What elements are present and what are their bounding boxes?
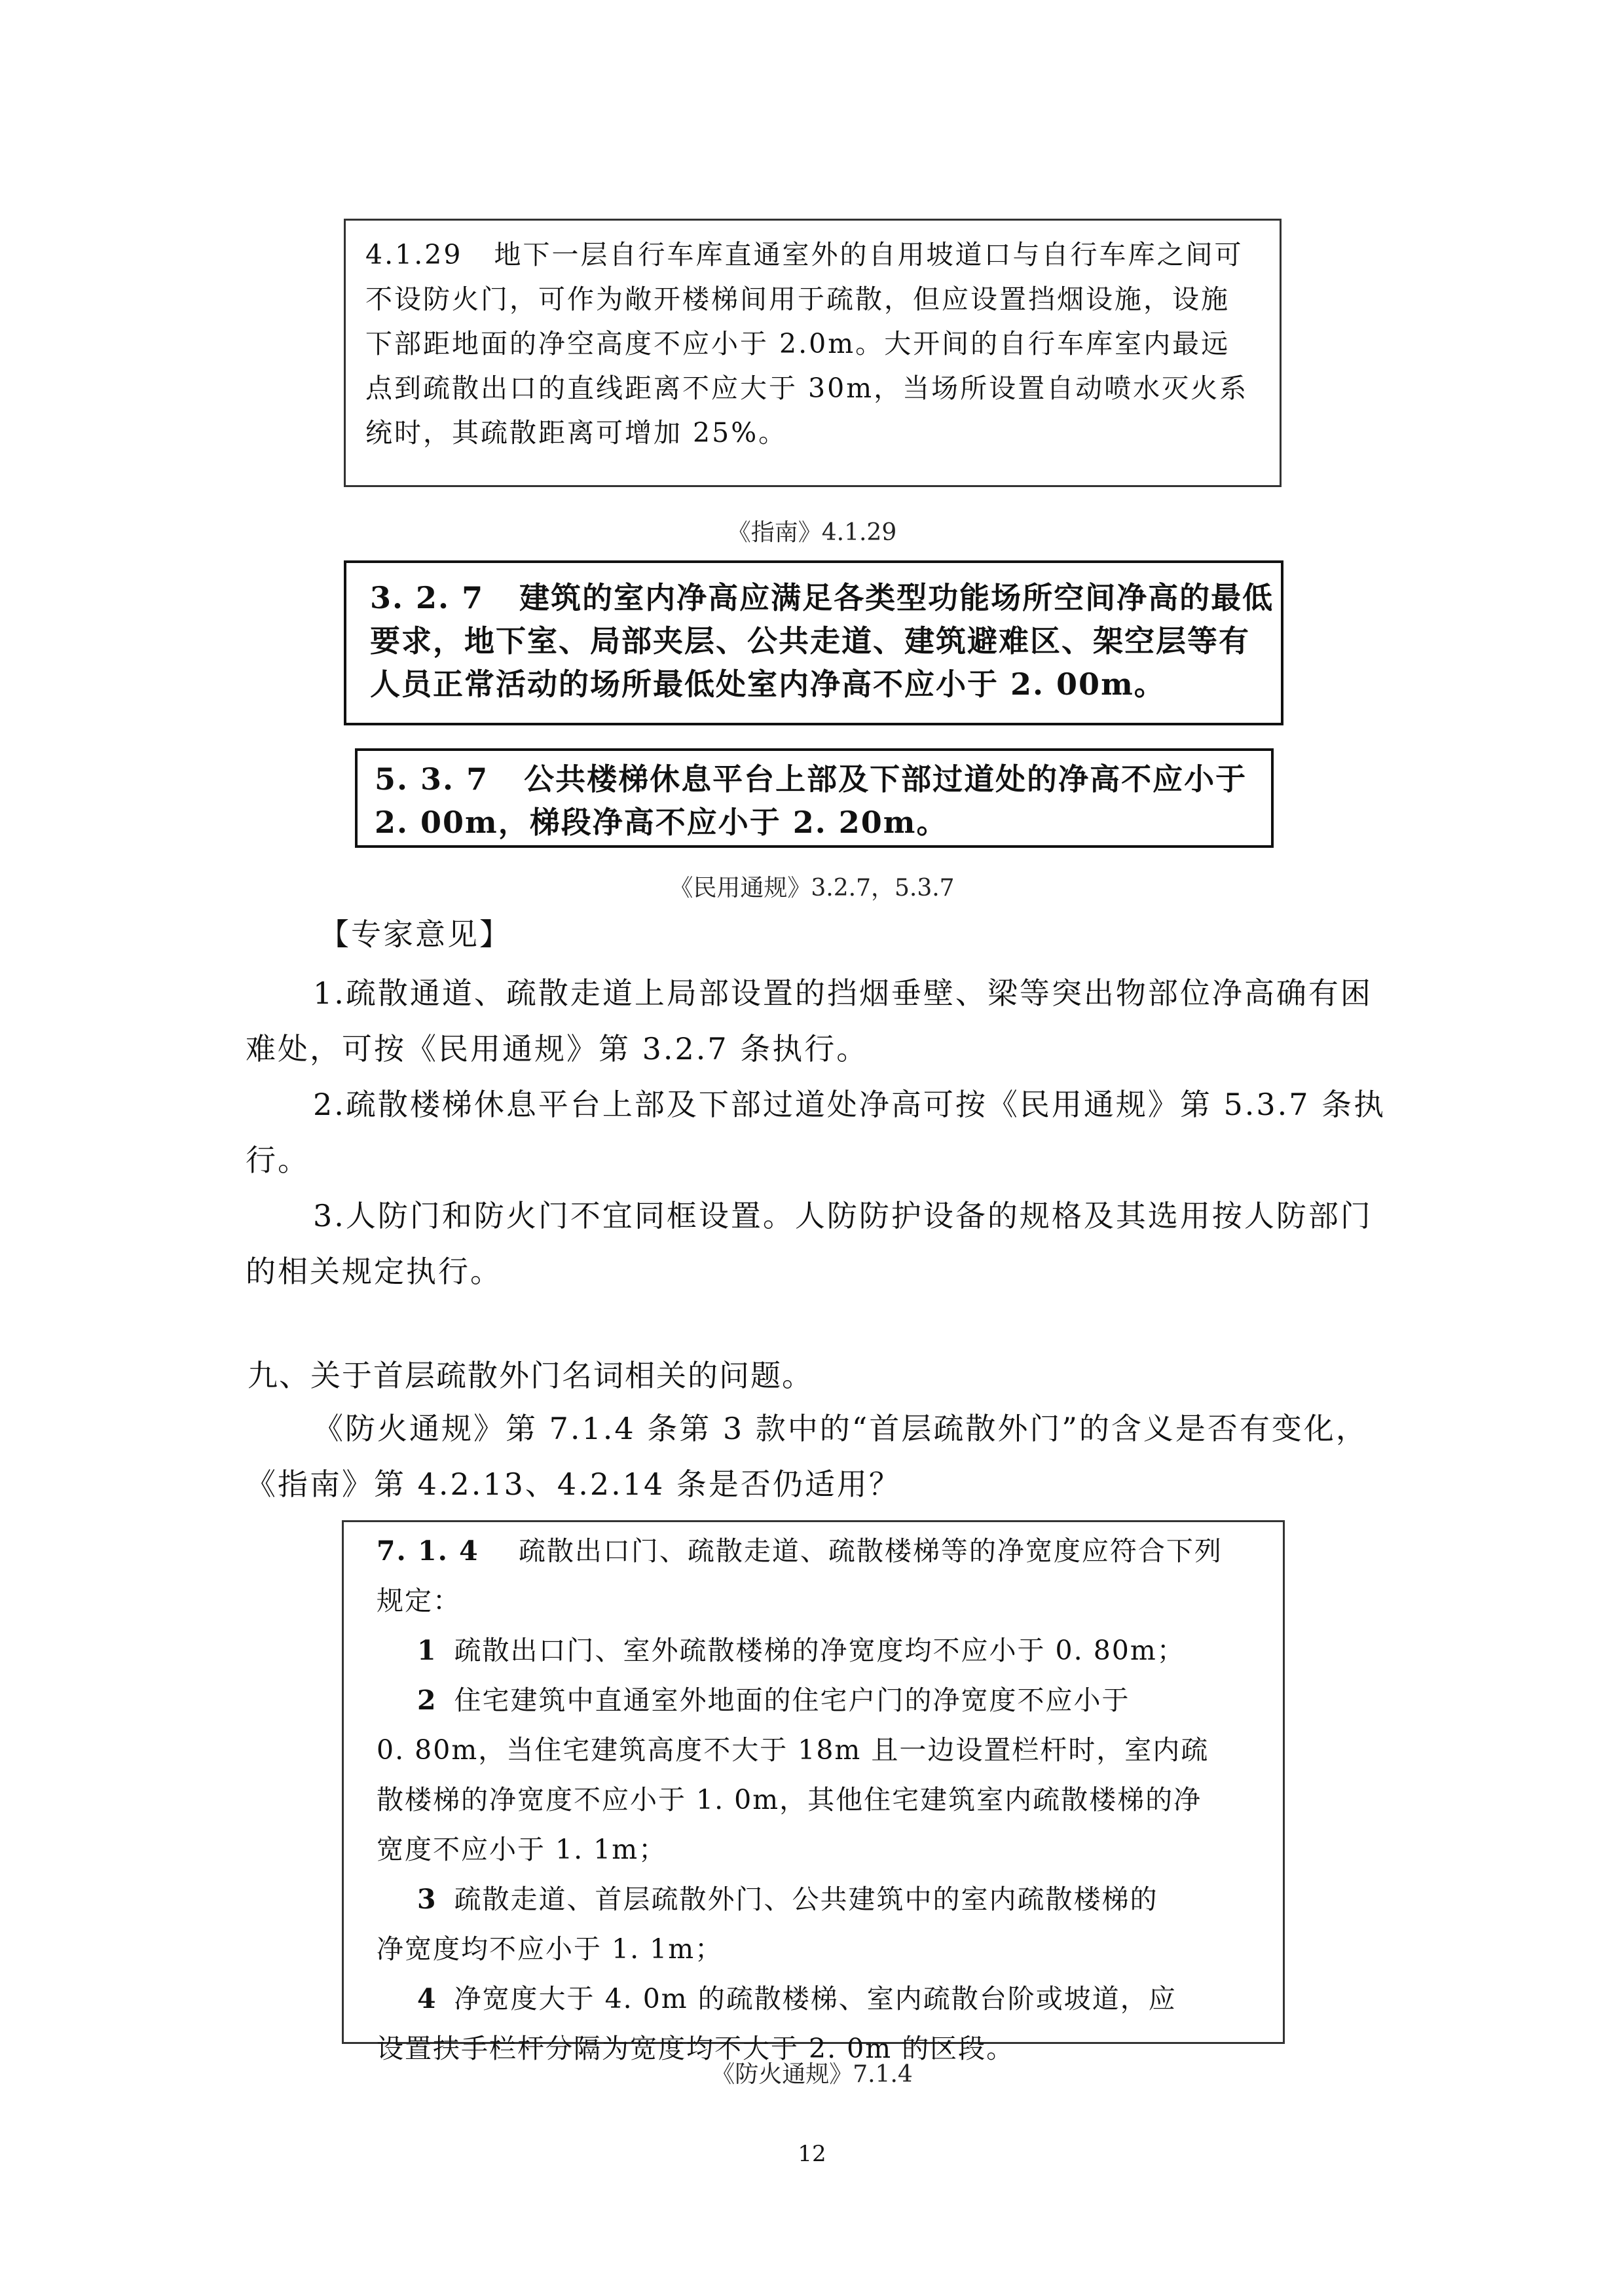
expert-p2-line-1: 2.疏散楼梯休息平台上部及下部过道处净高可按《民用通规》第 5.3.7 条执 — [313, 1087, 1386, 1122]
code-537-line-1: 5. 3. 7 公共楼梯休息平台上部及下部过道处的净高不应小于 — [375, 761, 1247, 797]
expert-p1-line-1: 1.疏散通道、疏散走道上局部设置的挡烟垂壁、梁等突出物部位净高确有困 — [313, 975, 1373, 1011]
expert-p3-line-2: 的相关规定执行。 — [246, 1254, 502, 1289]
guide-4129-caption: 《指南》4.1.29 — [727, 519, 897, 546]
expert-p3-line-1: 3.人防门和防火门不宜同框设置。人防防护设备的规格及其选用按人防部门 — [313, 1198, 1373, 1233]
code-327-line-2: 要求，地下室、局部夹层、公共走道、建筑避难区、架空层等有 — [370, 623, 1250, 659]
code-537-box — [355, 748, 1274, 848]
code-327-line-3: 人员正常活动的场所最低处室内净高不应小于 2. 00m。 — [370, 666, 1166, 702]
guide-4129-line-4: 点到疏散出口的直线距离不应大于 30m，当场所设置自动喷水灭火系 — [365, 373, 1249, 404]
code-537-caption: 《民用通规》3.2.7，5.3.7 — [669, 875, 955, 902]
code-537-line-2: 2. 00m，梯段净高不应小于 2. 20m。 — [375, 805, 948, 840]
guide-4129-line-2: 不设防火门，可作为敞开楼梯间用于疏散，但应设置挡烟设施，设施 — [365, 283, 1230, 315]
guide-4129-line-3: 下部距地面的净空高度不应小于 2.0m。大开间的自行车库室内最远 — [365, 328, 1230, 359]
code-714-item-2-line-3: 散楼梯的净宽度不应小于 1. 0m，其他住宅建筑室内疏散楼梯的净 — [377, 1784, 1202, 1815]
code-714-item-1: 1 疏散出口门、室外疏散楼梯的净宽度均不应小于 0. 80m； — [417, 1635, 1185, 1666]
section-9-question-line-2: 《指南》第 4.2.13、4.2.14 条是否仍适用？ — [246, 1467, 901, 1502]
guide-4129-line-1: 4.1.29 地下一层自行车库直通室外的自用坡道口与自行车库之间可 — [365, 239, 1244, 270]
expert-title: 【专家意见】 — [319, 917, 511, 952]
expert-p1-line-2: 难处，可按《民用通规》第 3.2.7 条执行。 — [246, 1031, 869, 1066]
code-714-caption: 《防火通规》7.1.4 — [711, 2061, 913, 2088]
guide-4129-box — [344, 219, 1282, 487]
code-714-item-3-line-2: 净宽度均不应小于 1. 1m； — [377, 1933, 724, 1965]
code-714-item-2-line-2: 0. 80m，当住宅建筑高度不大于 18m 且一边设置栏杆时，室内疏 — [377, 1734, 1209, 1766]
page-number: 12 — [798, 2141, 826, 2167]
code-714-intro-1: 7. 1. 4 疏散出口门、疏散走道、疏散楼梯等的净宽度应符合下列 — [377, 1535, 1223, 1567]
code-327-line-1: 3. 2. 7 建筑的室内净高应满足各类型功能场所空间净高的最低 — [370, 580, 1274, 615]
expert-p2-line-2: 行。 — [246, 1142, 310, 1178]
code-714-item-4-line-2: 设置扶手栏杆分隔为宽度均不大于 2. 0m 的区段。 — [377, 2033, 1015, 2064]
code-714-item-3: 3 疏散走道、首层疏散外门、公共建筑中的室内疏散楼梯的 — [417, 1884, 1158, 1915]
guide-4129-line-5: 统时，其疏散距离可增加 25%。 — [365, 417, 788, 448]
section-9-question-line-1: 《防火通规》第 7.1.4 条第 3 款中的“首层疏散外门”的含义是否有变化， — [313, 1411, 1368, 1446]
code-714-intro-2: 规定： — [377, 1585, 461, 1616]
code-714-item-2: 2 住宅建筑中直通室外地面的住宅户门的净宽度不应小于 — [417, 1685, 1130, 1716]
section-9-heading: 九、关于首层疏散外门名词相关的问题。 — [248, 1358, 813, 1393]
code-714-box — [342, 1520, 1285, 2064]
clause-number: 4.1.29 — [365, 239, 463, 270]
code-714-item-4: 4 净宽度大于 4. 0m 的疏散楼梯、室内疏散台阶或坡道，应 — [417, 1983, 1177, 2014]
code-327-box — [344, 560, 1283, 725]
code-714-item-2-line-4: 宽度不应小于 1. 1m； — [377, 1834, 667, 1865]
